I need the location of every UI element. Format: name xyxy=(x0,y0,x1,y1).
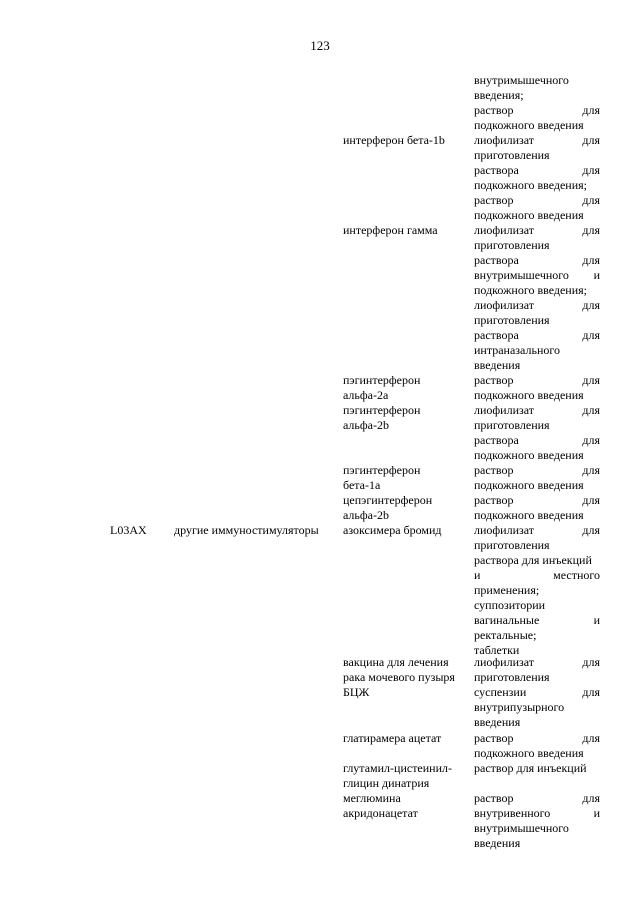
drug-name: рака мочевого пузыря xyxy=(343,670,455,684)
dosage-form-line: подкожного введения; xyxy=(474,178,587,192)
dosage-form-line: внутримышечного xyxy=(474,821,569,835)
dosage-form-line: суспензии для xyxy=(474,685,600,699)
atc-code: L03AX xyxy=(110,523,147,537)
dosage-form-line: лиофилизат для xyxy=(474,655,600,669)
drug-name: пэгинтерферон xyxy=(343,463,421,477)
drug-name: БЦЖ xyxy=(343,685,370,699)
dosage-form-line: раствора для xyxy=(474,328,600,342)
dosage-form-line: подкожного введения xyxy=(474,208,584,222)
dosage-form-line: раствор для xyxy=(474,193,600,207)
dosage-form-line: приготовления xyxy=(474,418,550,432)
dosage-form-line: применения; xyxy=(474,583,540,597)
dosage-form-line: внутримышечного xyxy=(474,73,569,87)
dosage-form-line: раствор для xyxy=(474,103,600,117)
dosage-form-line: раствор для инъекций xyxy=(474,761,587,775)
drug-name: пэгинтерферон xyxy=(343,403,421,417)
dosage-form-line: приготовления xyxy=(474,238,550,252)
dosage-form-line: подкожного введения xyxy=(474,746,584,760)
dosage-form-line: раствор для xyxy=(474,373,600,387)
dosage-form-line: внутривенного и xyxy=(474,806,600,820)
dosage-form-line: приготовления xyxy=(474,538,550,552)
drug-name: глутамил-цистеинил- xyxy=(343,761,453,775)
dosage-form-line: суппозитории xyxy=(474,598,546,612)
drug-name: меглюмина xyxy=(343,791,401,805)
dosage-form-line: приготовления xyxy=(474,148,550,162)
dosage-form-line: приготовления xyxy=(474,313,550,327)
dosage-form-line: раствор для xyxy=(474,791,600,805)
dosage-form-line: вагинальные и xyxy=(474,613,600,627)
drug-name: пэгинтерферон xyxy=(343,373,421,387)
dosage-form-line: лиофилизат для xyxy=(474,523,600,537)
dosage-form-line: раствора для xyxy=(474,253,600,267)
drug-name: альфа-2a xyxy=(343,388,389,402)
dosage-form-line: ректальные; xyxy=(474,628,537,642)
dosage-form-line: лиофилизат для xyxy=(474,223,600,237)
dosage-form-line: лиофилизат для xyxy=(474,133,600,147)
dosage-form-line: введения xyxy=(474,836,521,850)
drug-name: цепэгинтерферон xyxy=(343,493,433,507)
dosage-form-line: подкожного введения xyxy=(474,508,584,522)
dosage-form-line: введения xyxy=(474,358,521,372)
drug-name: бета-1a xyxy=(343,478,381,492)
dosage-form-line: внутрипузырного xyxy=(474,700,565,714)
dosage-form-line: и местного xyxy=(474,568,600,582)
drug-name: азоксимера бромид xyxy=(343,523,442,537)
dosage-form-line: подкожного введения xyxy=(474,388,584,402)
dosage-form-line: интраназального xyxy=(474,343,560,357)
dosage-form-line: подкожного введения; xyxy=(474,283,587,297)
dosage-form-line: введения xyxy=(474,715,521,729)
drug-name: альфа-2b xyxy=(343,418,389,432)
drug-name: интерферон бета-1b xyxy=(343,133,445,147)
dosage-form-line: раствора для xyxy=(474,433,600,447)
dosage-form-line: подкожного введения xyxy=(474,478,584,492)
dosage-form-line: внутримышечного и xyxy=(474,268,600,282)
dosage-form-line: таблетки xyxy=(474,643,520,657)
dosage-form-line: введения; xyxy=(474,88,524,102)
dosage-form-line: приготовления xyxy=(474,670,550,684)
dosage-form-line: раствора для xyxy=(474,163,600,177)
drug-name: глатирамера ацетат xyxy=(343,731,442,745)
drug-name: глицин динатрия xyxy=(343,776,430,790)
dosage-form-line: раствор для xyxy=(474,731,600,745)
drug-name: альфа-2b xyxy=(343,508,389,522)
atc-group-name: другие иммуностимуляторы xyxy=(174,523,319,537)
dosage-form-line: подкожного введения xyxy=(474,448,584,462)
dosage-form-line: раствор для xyxy=(474,493,600,507)
dosage-form-line: раствора для инъекций xyxy=(474,553,592,567)
page-number: 123 xyxy=(310,38,330,53)
drug-name: акридонацетат xyxy=(343,806,418,820)
dosage-form-line: подкожного введения xyxy=(474,118,584,132)
dosage-form-line: раствор для xyxy=(474,463,600,477)
dosage-form-line: лиофилизат для xyxy=(474,298,600,312)
drug-name: интерферон гамма xyxy=(343,223,438,237)
drug-name: вакцина для лечения xyxy=(343,655,449,669)
dosage-form-line: лиофилизат для xyxy=(474,403,600,417)
